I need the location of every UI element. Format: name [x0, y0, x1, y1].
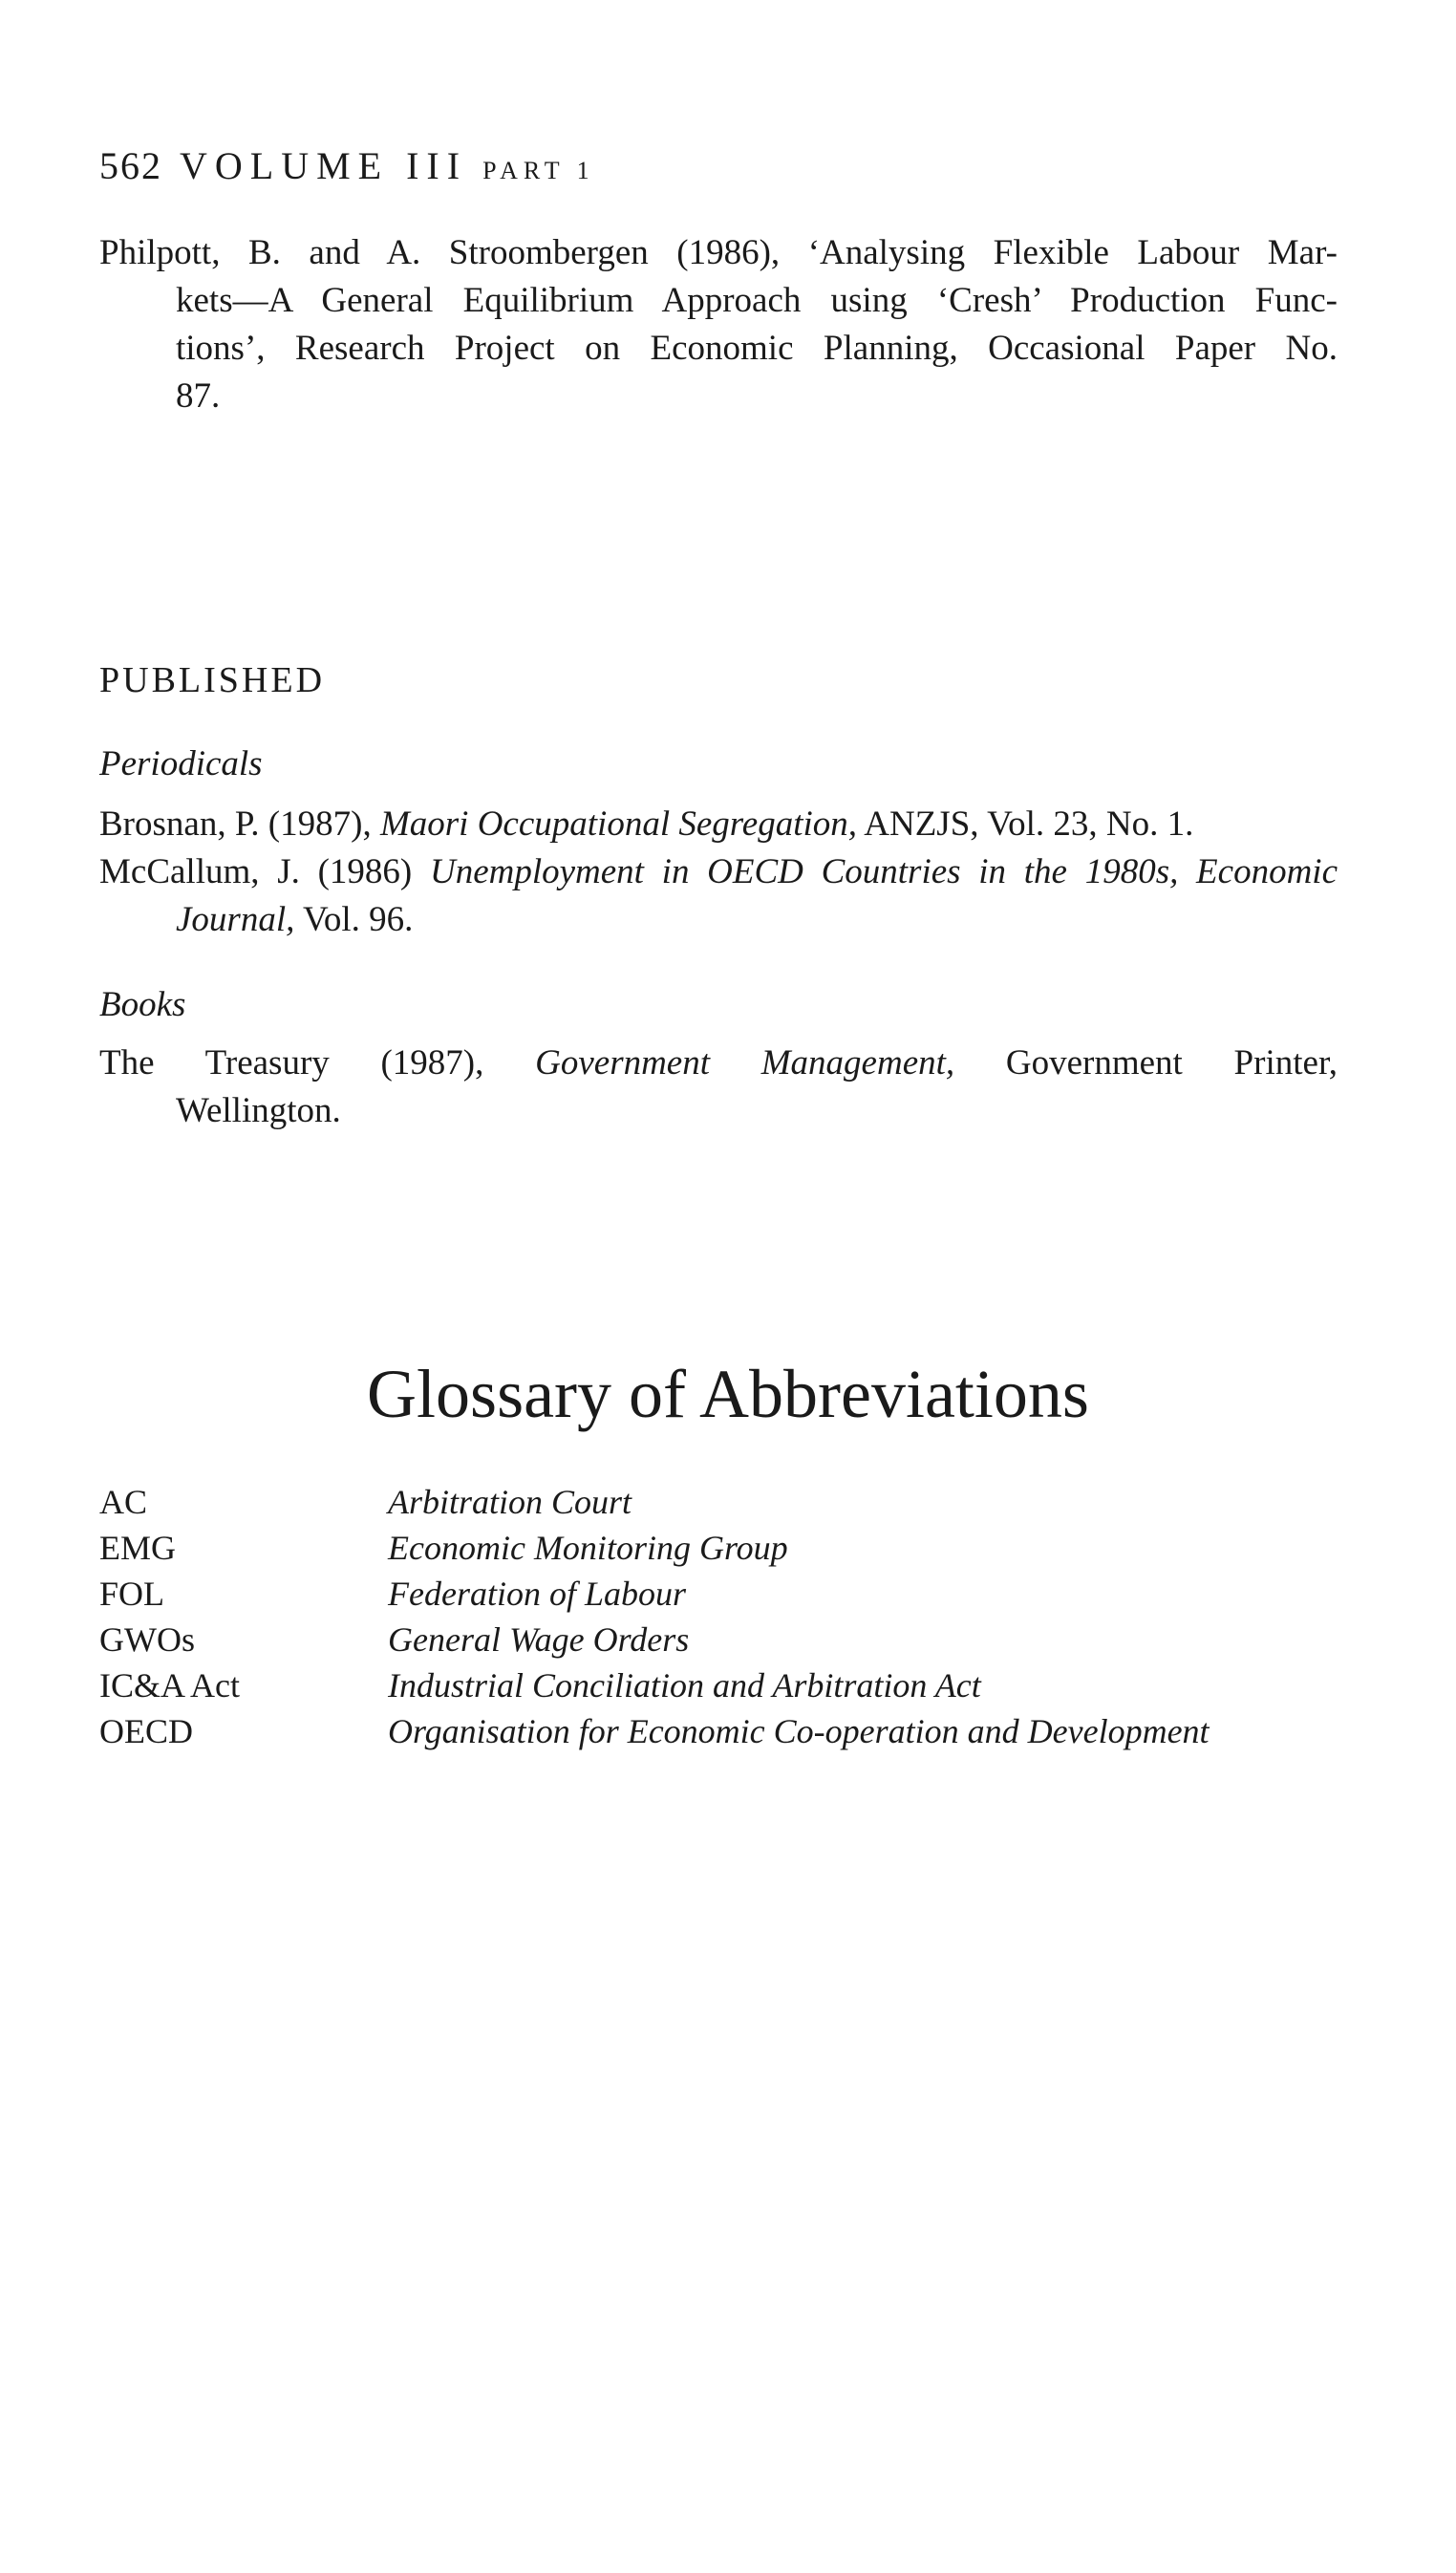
- glossary-definition: Federation of Labour: [388, 1575, 686, 1613]
- glossary-abbreviation: AC: [99, 1483, 148, 1521]
- glossary-abbreviation: GWOs: [99, 1620, 195, 1659]
- glossary-definition: Economic Monitoring Group: [388, 1529, 788, 1567]
- glossary-abbreviation: OECD: [99, 1712, 193, 1750]
- glossary-definition: Industrial Conciliation and Arbitration Act: [388, 1666, 981, 1705]
- glossary-title-text: Glossary of Abbreviations: [367, 1356, 1089, 1432]
- reference-title-cont: Journal,: [176, 900, 295, 939]
- glossary-list: [99, 1479, 1210, 1754]
- page-number: 562: [99, 144, 162, 187]
- reference-philpott: [99, 229, 1338, 420]
- glossary-entry: [99, 1525, 1210, 1571]
- reference-author: Brosnan, P. (1987),: [99, 804, 372, 844]
- reference-details-cont: Wellington.: [176, 1091, 341, 1130]
- glossary-definition: Arbitration Court: [388, 1483, 632, 1521]
- glossary-entry: [99, 1662, 1210, 1708]
- glossary-abbreviation: IC&A Act: [99, 1666, 241, 1705]
- reference-title: Unemployment in OECD Countries in the 1980s, Economic: [429, 852, 1338, 891]
- glossary-abbreviation: FOL: [99, 1575, 165, 1613]
- glossary-definition: General Wage Orders: [388, 1620, 690, 1659]
- subheading-periodicals: Periodicals: [99, 744, 263, 783]
- reference-mccallum: [99, 848, 1338, 944]
- reference-author: McCallum, J. (1986): [99, 852, 413, 891]
- glossary-abbreviation: EMG: [99, 1529, 176, 1567]
- reference-treasury: [99, 1040, 1338, 1135]
- reference-details: Vol. 96.: [302, 900, 414, 939]
- part-label: PART 1: [482, 157, 595, 184]
- glossary-entry: [99, 1708, 1210, 1754]
- running-head: [99, 143, 595, 188]
- reference-line: Philpott, B. and A. Stroombergen (1986), ‘Analysing Flexible Labour Mar-: [99, 233, 1338, 272]
- glossary-title: [0, 1355, 1456, 1434]
- volume-label: VOLUME III: [180, 144, 468, 187]
- reference-author: The Treasury (1987),: [99, 1043, 484, 1083]
- reference-brosnan: [99, 801, 1338, 848]
- glossary-entry: [99, 1617, 1210, 1662]
- section-heading-published: PUBLISHED: [99, 660, 326, 700]
- glossary-entry: [99, 1479, 1210, 1525]
- reference-title: Government Management,: [535, 1043, 955, 1083]
- reference-line: kets—A General Equilibrium Approach using ‘Cresh’ Production Func-: [176, 281, 1338, 320]
- glossary-definition: Organisation for Economic Co-operation and Development: [388, 1712, 1210, 1750]
- reference-line: tions’, Research Project on Economic Planning, Occasional Paper No.: [176, 329, 1338, 368]
- glossary-entry: [99, 1571, 1210, 1617]
- reference-details: Government Printer,: [1005, 1043, 1338, 1083]
- reference-line: 87.: [176, 376, 221, 416]
- subheading-books: Books: [99, 985, 186, 1024]
- reference-title: Maori Occupational Segregation,: [379, 804, 858, 844]
- reference-details: ANZJS, Vol. 23, No. 1.: [864, 804, 1194, 844]
